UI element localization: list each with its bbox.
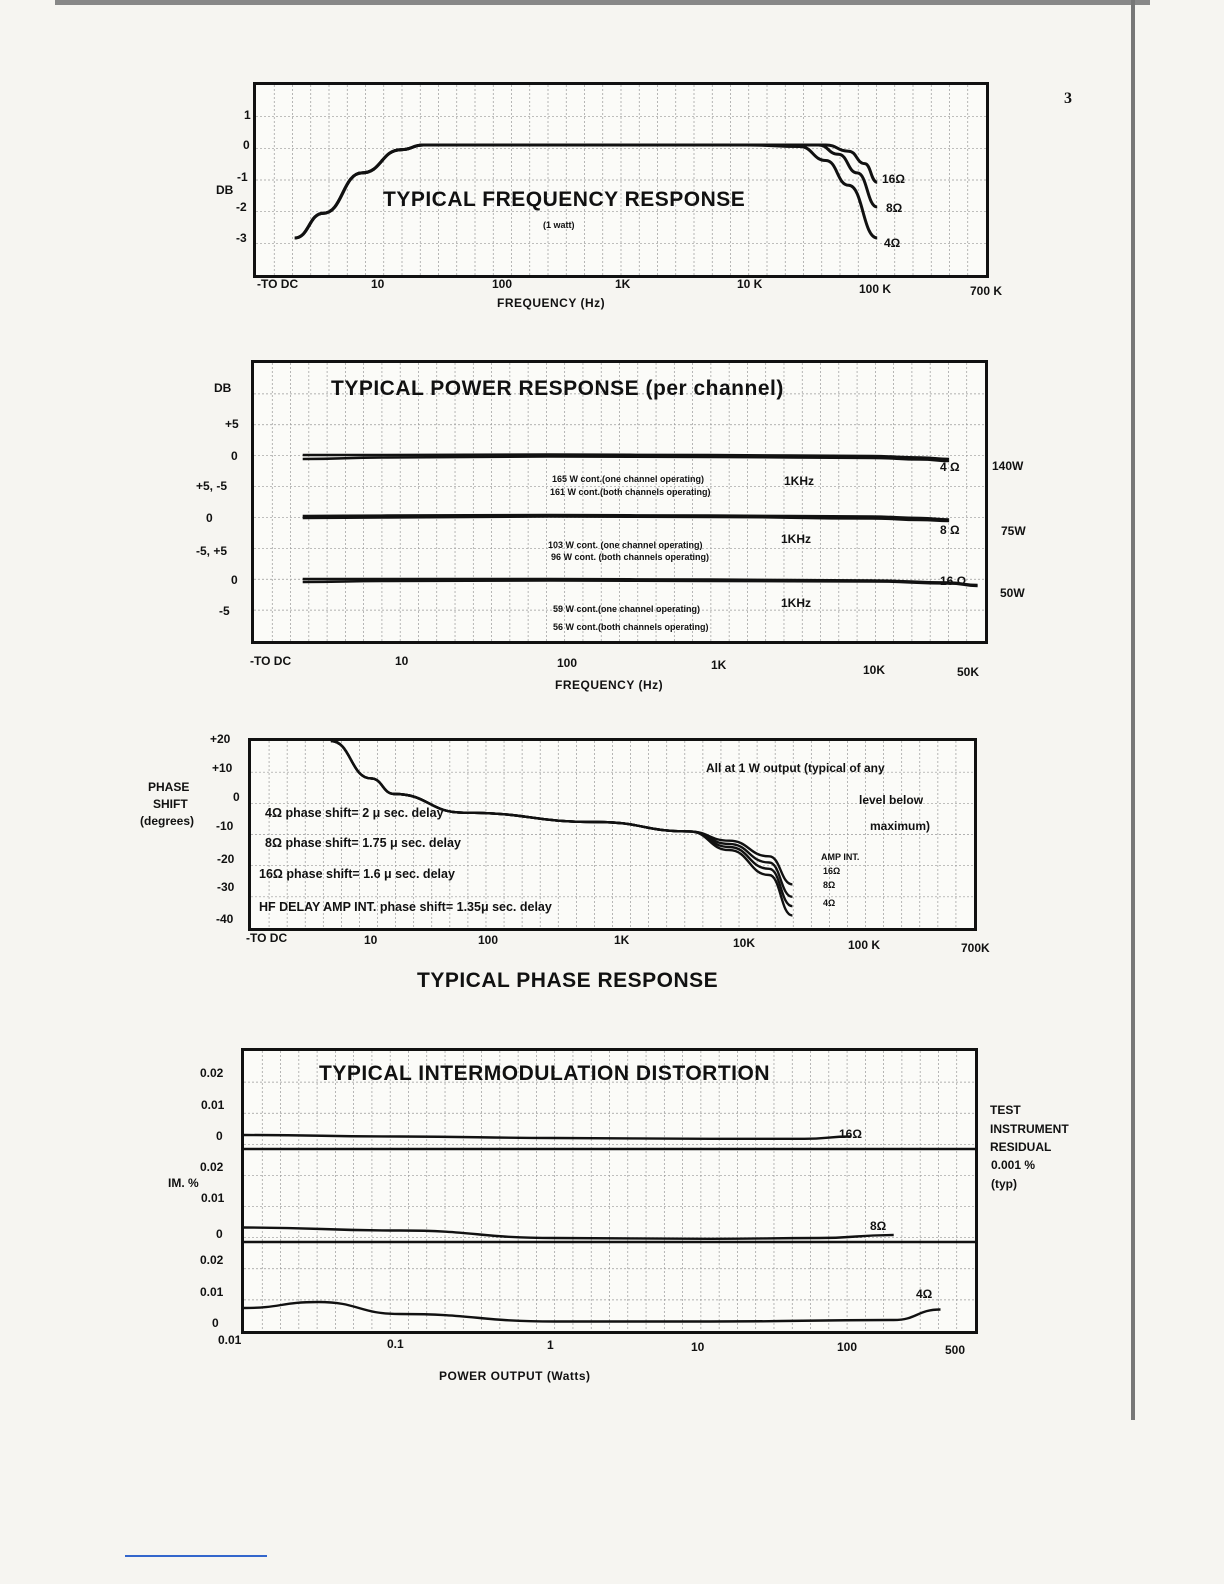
- power-annotation: 59 W cont.(one channel operating): [553, 604, 701, 614]
- power-plot-svg: [254, 363, 985, 641]
- phase-y-tick: -30: [217, 880, 235, 894]
- page-number: 3: [1064, 90, 1072, 107]
- frequency-x-tick: 100 K: [859, 282, 892, 296]
- frequency-subtitle: (1 watt): [543, 220, 575, 230]
- power-x-tick: 1K: [711, 658, 727, 672]
- power-y-label: DB: [214, 381, 232, 395]
- im-right-note: (typ): [991, 1177, 1017, 1191]
- footer-rule: [125, 1555, 267, 1557]
- power-y-tick: +5: [225, 417, 239, 431]
- frequency-x-tick: 10 K: [737, 277, 763, 291]
- phase-y-tick: 0: [233, 790, 240, 804]
- power-right-label: 140W: [992, 459, 1024, 473]
- binding-edge: [1131, 0, 1135, 1420]
- phase-title: TYPICAL PHASE RESPONSE: [417, 969, 719, 992]
- frequency-y-tick: -1: [237, 170, 248, 184]
- phase-note: level below: [859, 793, 924, 807]
- page-top-edge: [55, 0, 1150, 5]
- im-y-tick: 0: [216, 1227, 223, 1241]
- power-x-tick: 100: [557, 656, 578, 670]
- phase-x-tick: 10K: [733, 936, 756, 950]
- power-load-label: 4 Ω: [940, 460, 960, 474]
- im-y-tick: 0.02: [200, 1160, 224, 1174]
- frequency-x-tick: 1K: [615, 277, 631, 291]
- phase-y-tick: -10: [216, 819, 234, 833]
- power-y-tick: 0: [231, 573, 238, 587]
- power-y-tick: -5: [219, 604, 230, 618]
- power-annotation: 161 W cont.(both channels operating): [550, 487, 711, 497]
- frequency-x-tick: 100: [492, 277, 513, 291]
- frequency-title: TYPICAL FREQUENCY RESPONSE: [383, 188, 746, 211]
- frequency-y-tick: 0: [243, 138, 250, 152]
- im-series-label: 8Ω: [870, 1219, 887, 1233]
- power-curve-6: [303, 581, 978, 587]
- phase-legend-line: HF DELAY AMP INT. phase shift= 1.35μ sec. delay: [259, 900, 552, 914]
- phase-y-tick: -20: [217, 852, 235, 866]
- power-annotation-freq: 1KHz: [781, 532, 812, 546]
- im-curve-2: [244, 1228, 894, 1239]
- im-y-tick: 0.01: [201, 1191, 225, 1205]
- frequency-plot-svg: [256, 85, 986, 275]
- im-y-tick: 0.01: [200, 1285, 224, 1299]
- phase-y-label: SHIFT: [153, 797, 188, 811]
- im-right-note: TEST: [990, 1103, 1021, 1117]
- phase-y-tick: +20: [210, 732, 231, 746]
- frequency-x-tick: -TO DC: [257, 277, 299, 291]
- power-y-tick: 0: [206, 511, 213, 525]
- phase-x-tick: 1K: [614, 933, 630, 947]
- im-x-tick: 500: [945, 1343, 966, 1357]
- frequency-series-label: 4Ω: [884, 236, 901, 250]
- phase-y-label: (degrees): [140, 814, 195, 828]
- frequency-x-label: FREQUENCY (Hz): [497, 296, 606, 310]
- phase-legend-line: 4Ω phase shift= 2 μ sec. delay: [265, 806, 444, 820]
- power-annotation: 103 W cont. (one channel operating): [548, 540, 703, 550]
- power-annotation-freq: 1KHz: [781, 596, 812, 610]
- im-x-tick: 0.01: [218, 1333, 242, 1347]
- power-y-tick: -5, +5: [196, 544, 228, 558]
- power-y-tick: +5, -5: [196, 479, 228, 493]
- power-right-label: 50W: [1000, 586, 1025, 600]
- phase-x-tick: 700K: [961, 941, 990, 955]
- im-curve-1: [244, 1135, 851, 1139]
- phase-legend-line: 8Ω phase shift= 1.75 μ sec. delay: [265, 836, 461, 850]
- im-x-tick: 100: [837, 1340, 858, 1354]
- power-load-label: 8 Ω: [940, 523, 960, 537]
- im-y-tick: 0.01: [201, 1098, 225, 1112]
- frequency-x-tick: 700 K: [970, 284, 1003, 298]
- phase-y-tick: +10: [212, 761, 233, 775]
- power-y-tick: 0: [231, 449, 238, 463]
- frequency-y-tick: -3: [236, 231, 247, 245]
- power-x-tick: 10K: [863, 663, 886, 677]
- im-x-tick: 0.1: [387, 1337, 404, 1351]
- im-x-label: POWER OUTPUT (Watts): [439, 1369, 591, 1383]
- phase-note: All at 1 W output (typical of any: [706, 761, 885, 775]
- power-x-label: FREQUENCY (Hz): [555, 678, 664, 692]
- power-curve-2: [303, 457, 949, 462]
- im-y-tick: 0: [212, 1316, 219, 1330]
- frequency-series-label: 16Ω: [882, 172, 905, 186]
- frequency-y-tick: 1: [244, 108, 251, 122]
- power-load-label: 16 Ω: [940, 574, 967, 588]
- im-x-tick: 1: [547, 1338, 554, 1352]
- power-x-tick: 50K: [957, 665, 980, 679]
- im-y-tick: 0.02: [200, 1066, 224, 1080]
- phase-y-tick: -40: [216, 912, 234, 926]
- phase-curve-label: 8Ω: [823, 880, 836, 890]
- power-right-label: 75W: [1001, 524, 1026, 538]
- phase-curve-label: 4Ω: [823, 898, 836, 908]
- frequency-x-tick: 10: [371, 277, 385, 291]
- im-y-tick: 0.02: [200, 1253, 224, 1267]
- power-annotation-freq: 1KHz: [784, 474, 815, 488]
- im-x-tick: 10: [691, 1340, 705, 1354]
- power-x-tick: 10: [395, 654, 409, 668]
- im-right-note: 0.001 %: [991, 1158, 1036, 1172]
- phase-curve-label: 16Ω: [823, 866, 841, 876]
- power-title: TYPICAL POWER RESPONSE (per channel): [331, 377, 784, 400]
- frequency-series-label: 8Ω: [886, 201, 903, 215]
- im-curve-3: [244, 1302, 941, 1322]
- im-y-tick: 0: [216, 1129, 223, 1143]
- im-right-note: RESIDUAL: [990, 1140, 1052, 1154]
- phase-x-tick: 10: [364, 933, 378, 947]
- phase-x-tick: -TO DC: [246, 931, 288, 945]
- phase-legend-line: 16Ω phase shift= 1.6 μ sec. delay: [259, 867, 455, 881]
- im-y-label: IM. %: [168, 1176, 199, 1190]
- frequency-y-tick: -2: [236, 200, 247, 214]
- phase-note: maximum): [870, 819, 931, 833]
- power-annotation: 96 W cont. (both channels operating): [551, 552, 710, 562]
- im-right-note: INSTRUMENT: [990, 1122, 1069, 1136]
- power-annotation: 165 W cont.(one channel operating): [552, 474, 705, 484]
- power-annotation: 56 W cont.(both channels operating): [553, 622, 709, 632]
- phase-y-label: PHASE: [148, 780, 190, 794]
- phase-curve-label: AMP INT.: [821, 852, 860, 862]
- power-x-tick: -TO DC: [250, 654, 292, 668]
- phase-x-tick: 100 K: [848, 938, 881, 952]
- im-title: TYPICAL INTERMODULATION DISTORTION: [319, 1062, 770, 1085]
- frequency-y-label: DB: [216, 183, 234, 197]
- im-series-label: 4Ω: [916, 1287, 933, 1301]
- phase-x-tick: 100: [478, 933, 499, 947]
- im-series-label: 16Ω: [839, 1127, 862, 1141]
- im-plot-svg: [244, 1051, 975, 1331]
